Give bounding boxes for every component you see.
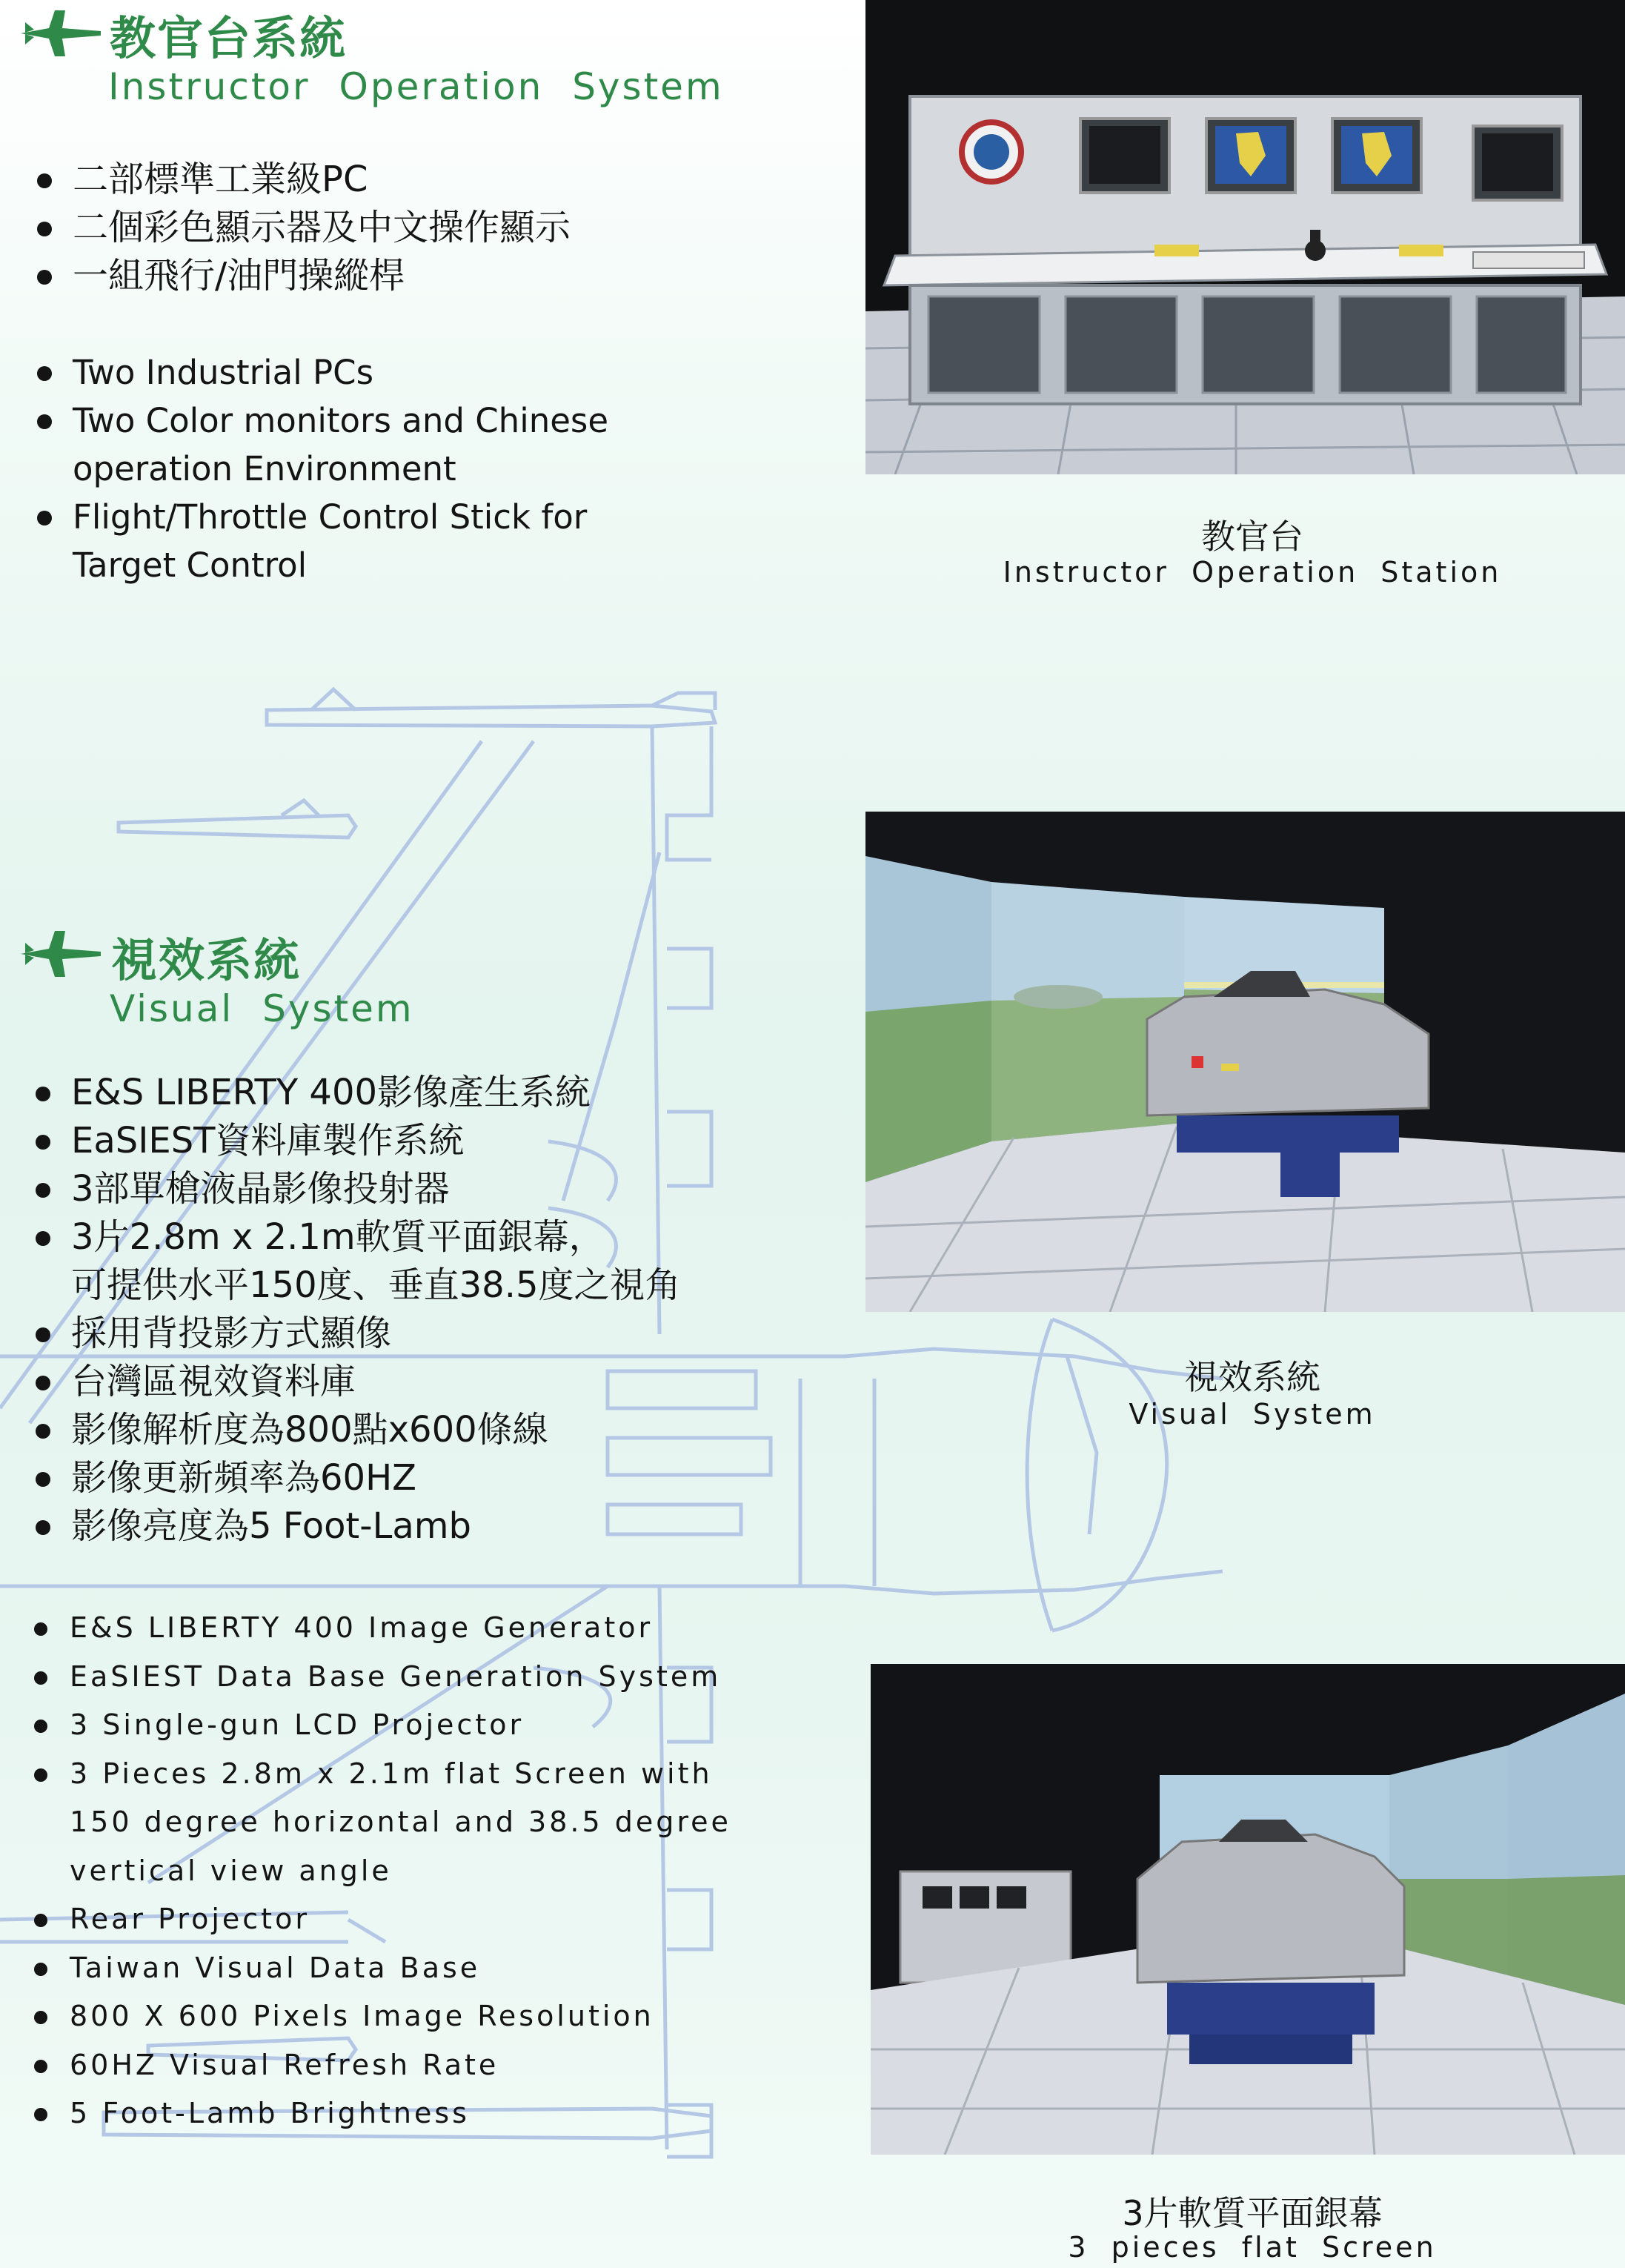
list-item: 3 Pieces 2.8m x 2.1m flat Screen with 150 degree horizontal and 38.5 degree vertical view angle xyxy=(31,1750,861,1896)
list-item: E&S LIBERTY 400影像產生系統 xyxy=(33,1069,863,1117)
visual-photo-caption-zh: 視效系統 xyxy=(1184,1357,1320,1397)
instructor-features-zh xyxy=(34,156,849,300)
list-item: EaSIEST Data Base Generation System xyxy=(31,1653,861,1702)
list-item: Flight/Throttle Control Stick for Target Control xyxy=(34,493,849,589)
instructor-features-en xyxy=(34,348,849,589)
visual-system-photo xyxy=(865,812,1625,1312)
list-item: 影像解析度為800點x600條線 xyxy=(33,1406,863,1454)
list-item: 60HZ Visual Refresh Rate xyxy=(31,2041,861,2090)
list-item: 3部單槍液晶影像投射器 xyxy=(33,1165,863,1213)
instructor-title-en: Instructor Operation System xyxy=(108,65,724,108)
list-item: 台灣區視效資料庫 xyxy=(33,1358,863,1406)
list-item: 3片2.8m x 2.1m軟質平面銀幕， 可提供水平150度、垂直38.5度之視角 xyxy=(33,1213,863,1310)
list-item: Two Industrial PCs xyxy=(34,348,849,397)
visual-photo-caption-en: Visual System xyxy=(1129,1398,1376,1430)
screen-photo-caption-en: 3 pieces flat Screen xyxy=(1068,2231,1437,2264)
list-item: E&S LIBERTY 400 Image Generator xyxy=(31,1604,861,1653)
visual-title-zh: 視效系統 xyxy=(111,933,302,987)
instructor-photo-caption-zh: 教官台 xyxy=(1201,517,1303,557)
list-item: 3 Single-gun LCD Projector xyxy=(31,1701,861,1750)
jet-icon xyxy=(19,928,102,980)
list-item: EaSIEST資料庫製作系統 xyxy=(33,1117,863,1165)
list-item: 影像更新頻率為60HZ xyxy=(33,1454,863,1502)
flat-screen-photo xyxy=(871,1664,1625,2155)
list-item: Two Color monitors and Chinese operation Environment xyxy=(34,397,849,493)
jet-icon xyxy=(19,7,102,59)
list-item: 一組飛行/油門操縱桿 xyxy=(34,252,849,300)
list-item: 5 Foot-Lamb Brightness xyxy=(31,2089,861,2138)
list-item: 二部標準工業級PC xyxy=(34,156,849,204)
list-item: 800 X 600 Pixels Image Resolution xyxy=(31,1992,861,2041)
instructor-photo-caption-en: Instructor Operation Station xyxy=(1003,556,1502,588)
instructor-title-zh: 教官台系統 xyxy=(110,11,348,65)
list-item: 影像亮度為5 Foot-Lamb xyxy=(33,1502,863,1551)
visual-features-zh xyxy=(33,1069,863,1551)
visual-features-en xyxy=(31,1604,861,2138)
list-item: 採用背投影方式顯像 xyxy=(33,1310,863,1358)
list-item: Taiwan Visual Data Base xyxy=(31,1944,861,1993)
screen-photo-caption-zh: 3片軟質平面銀幕 xyxy=(1122,2193,1383,2233)
list-item: 二個彩色顯示器及中文操作顯示 xyxy=(34,204,849,252)
visual-title-en: Visual System xyxy=(110,987,414,1030)
instructor-station-photo xyxy=(865,0,1625,474)
list-item: Rear Projector xyxy=(31,1895,861,1944)
